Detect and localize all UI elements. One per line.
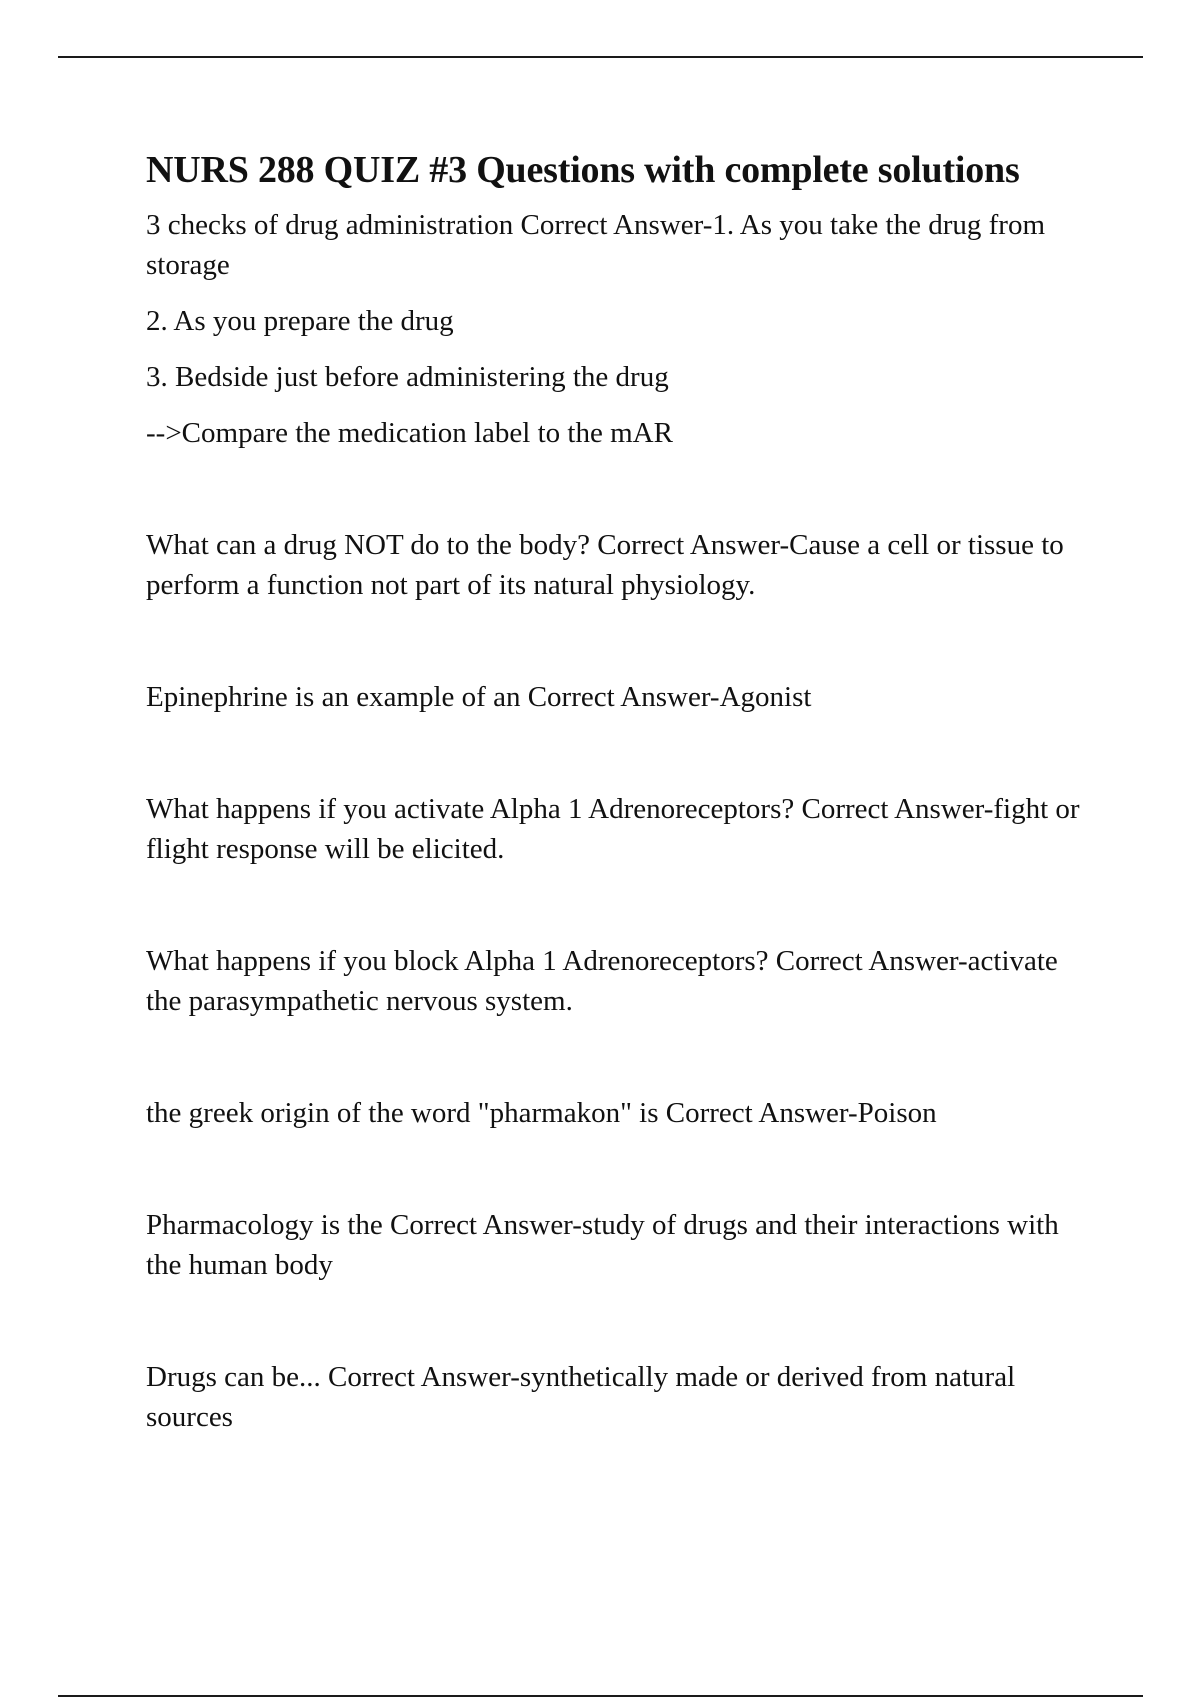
qa-paragraph: Drugs can be... Correct Answer-synthetically made or derived from natural sources (146, 1361, 1016, 1433)
qa-paragraph: Pharmacology is the Correct Answer-study of drugs and their interactions with the human body (146, 1209, 1059, 1281)
answer-paragraph: -->Compare the medication label to the mAR (146, 417, 673, 449)
qa-paragraph: What happens if you activate Alpha 1 Adrenoreceptors? Correct Answer-fight or flight response will be elicited. (146, 793, 1080, 865)
qa-paragraph: Epinephrine is an example of an Correct Answer-Agonist (146, 681, 812, 713)
qa-paragraph: What happens if you block Alpha 1 Adrenoreceptors? Correct Answer-activate the parasympathetic nervous system. (146, 945, 1058, 1017)
answer-paragraph: 3 checks of drug administration Correct Answer-1. As you take the drug from storage (146, 209, 1046, 281)
qa-paragraph: What can a drug NOT do to the body? Correct Answer-Cause a cell or tissue to perform a function not part of its natural physiology. (146, 529, 1064, 601)
qa-paragraph: the greek origin of the word "pharmakon" is Correct Answer-Poison (146, 1097, 937, 1129)
answer-paragraph: 2. As you prepare the drug (146, 305, 454, 337)
top-rule (58, 56, 1143, 58)
answer-paragraph: 3. Bedside just before administering the drug (146, 361, 669, 393)
document-title: NURS 288 QUIZ #3 Questions with complete solutions (146, 149, 1020, 191)
bottom-rule (58, 1695, 1143, 1697)
document-body (146, 145, 1096, 1437)
